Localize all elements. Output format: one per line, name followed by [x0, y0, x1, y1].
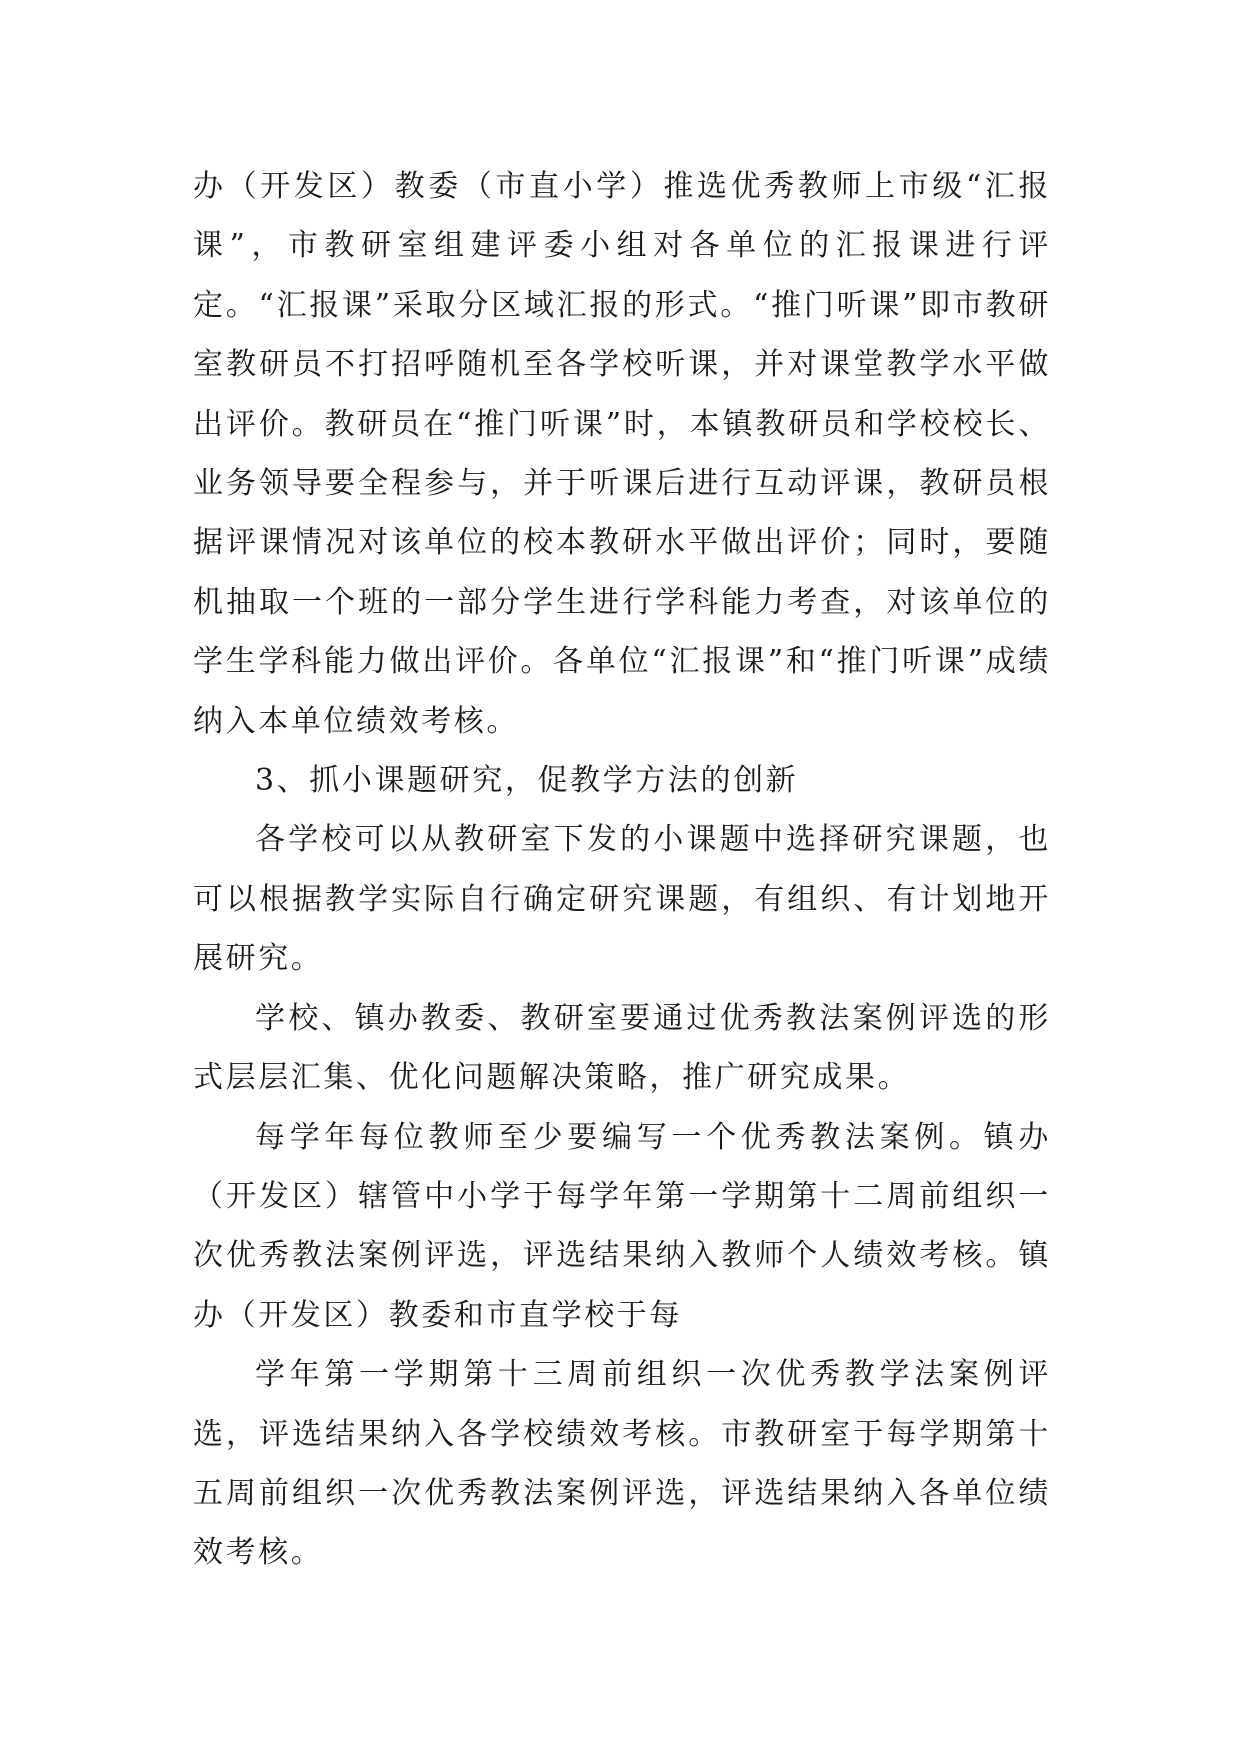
- section-heading: 3、抓小课题研究，促教学方法的创新: [255, 763, 799, 799]
- paragraph: 每学年每位教师至少要编写一个优秀教法案例。镇办（开发区）辖管中小学于每学年第一学期第十二周前组织一次优秀教法案例评选，评选结果纳入教师个人绩效考核。镇办（开发区）教委和市直学校于每: [193, 1119, 1051, 1333]
- paragraph: 学年第一学期第十三周前组织一次优秀教学法案例评选，评选结果纳入各学校绩效考核。市教研室于每学期第十五周前组织一次优秀教法案例评选，评选结果纳入各单位绩效考核。: [193, 1357, 1051, 1571]
- document-body: [193, 157, 1051, 1583]
- paragraph: 学校、镇办教委、教研室要通过优秀教法案例评选的形式层层汇集、优化问题解决策略，推广研究成果。: [193, 1000, 1051, 1096]
- paragraph: 各学校可以从教研室下发的小课题中选择研究课题，也可以根据教学实际自行确定研究课题，有组织、有计划地开展研究。: [193, 822, 1051, 977]
- paragraph-continuation: 办（开发区）教委（市直小学）推选优秀教师上市级“汇报课”，市教研室组建评委小组对各单位的汇报课进行评定。“汇报课”采取分区域汇报的形式。“推门听课”即市教研室教研员不打招呼随机至各学校听课，并对课堂教学水平做出评价。教研员在“推门听课”时，本镇教研员和学校校长、业务领导要全程参与，并于听课后进行互动评课，教研员根据评课情况对该单位的校本教研水平做出评价；同时，要随机抽取一个班的一部分学生进行学科能力考查，对该单位的学生学科能力做出评价。各单位“汇报课”和“推门听课”成绩纳入本单位绩效考核。: [193, 169, 1051, 739]
